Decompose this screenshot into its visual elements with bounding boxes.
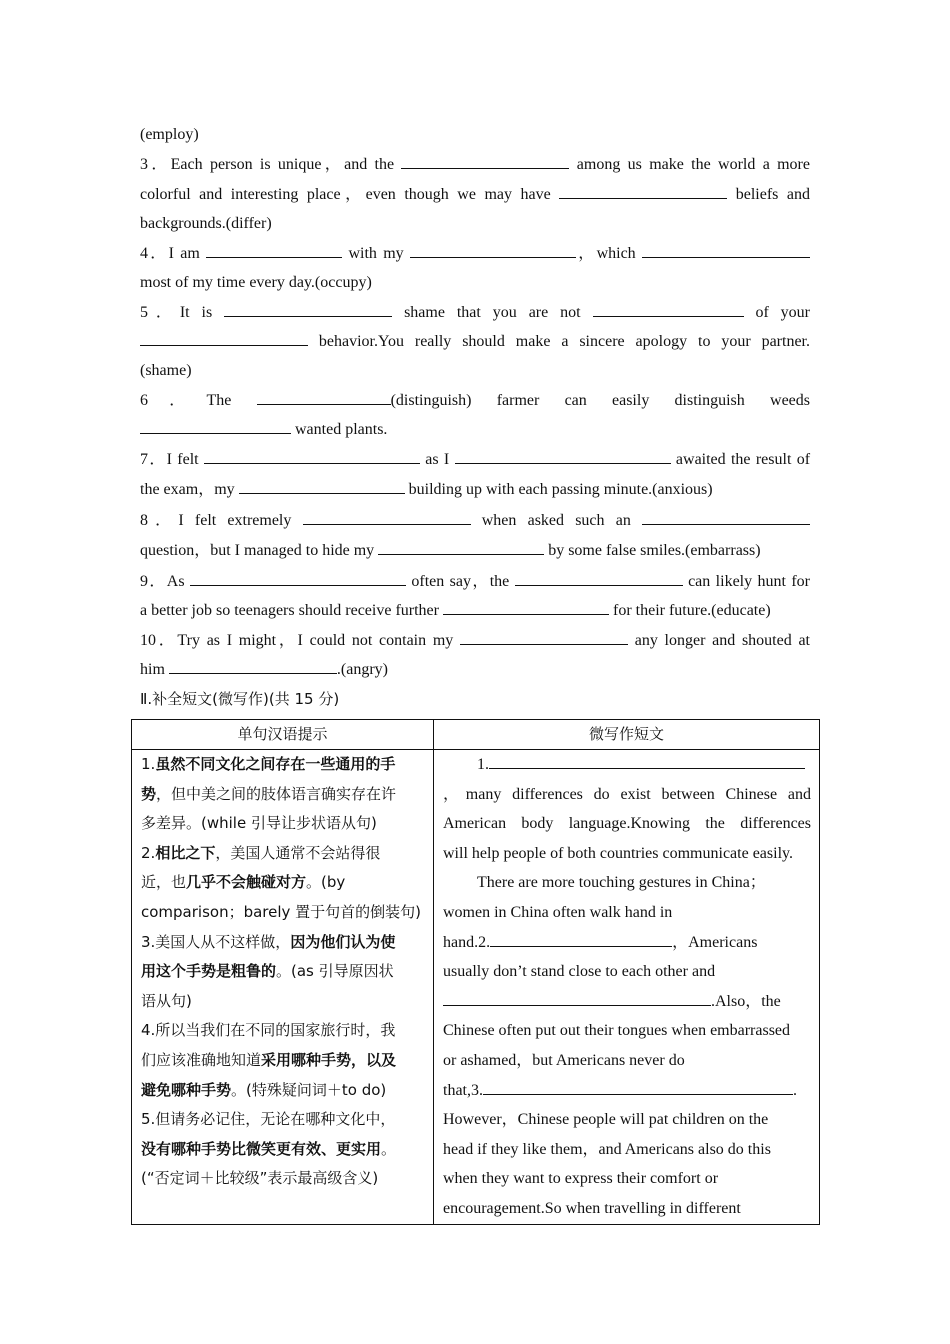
- writing-table: [131, 719, 820, 1225]
- question-3-line-3: backgrounds.(differ): [140, 215, 272, 232]
- answer-blank[interactable]: [224, 302, 392, 317]
- question-9-line-1: 9．As often say，the can likely hunt for: [140, 573, 810, 590]
- essay-blank-2-line: hand.2. ，Americans: [443, 933, 758, 951]
- answer-blank[interactable]: [443, 991, 711, 1006]
- hint-3: 3.美国人从不这样做，因为他们认为使: [141, 932, 396, 951]
- answer-blank[interactable]: [410, 243, 576, 258]
- header-hints: 单句汉语提示: [132, 720, 434, 750]
- question-10-line-2: him .(angry): [140, 661, 388, 678]
- hint-1: 1.虽然不同文化之间存在一些通用的手: [141, 755, 396, 773]
- section-title: Ⅱ.补全短文(微写作)(共 15 分): [140, 690, 340, 708]
- question-10-line-1: 10．Try as I might，I could not contain my any longer and shouted at: [140, 632, 810, 649]
- answer-blank[interactable]: [378, 540, 544, 555]
- answer-blank[interactable]: [515, 571, 683, 586]
- question-7-line-1: 7．I felt as I awaited the result of: [140, 451, 811, 468]
- answer-blank[interactable]: [239, 479, 405, 494]
- hint-5: 5.但请务必记住，无论在哪种文化中，: [141, 1110, 396, 1129]
- essay-blank-3-line: that,3. .: [443, 1081, 797, 1099]
- question-8-line-2: question，but I managed to hide my by some false smiles.(embarrass): [140, 542, 761, 559]
- question-6-line-2: wanted plants.: [140, 415, 810, 445]
- answer-blank[interactable]: [204, 449, 420, 464]
- question-3-line-1: 3．Each person is unique，and the among us make the world a more: [140, 156, 810, 173]
- question-6-line-1: 6．The (distinguish) farmer can easily distinguish weeds: [140, 392, 810, 409]
- answer-blank[interactable]: [460, 630, 628, 645]
- answer-blank[interactable]: [490, 932, 672, 947]
- question-3-line-2: colorful and interesting place，even though we may have beliefs and: [140, 186, 810, 203]
- question-4-line-1: 4．I am with my ，which: [140, 239, 810, 269]
- hint-4: 4.所以当我们在不同的国家旅行时，我: [141, 1021, 396, 1040]
- hints-cell: 1.虽然不同文化之间存在一些通用的手 势，但中美之间的肢体语言确实存在许 多差异。(while 引导让步状语从句) 2.相比之下，美国人通常不会站得很 近，也几乎不会触碰对方。(by comparison；barely 置于句首的倒装句) 3.美国人从不这样做，因为他们认为使 用这个手势是粗鲁的。(as 引导原因状 语从句) 4.所以当我们在不同的国家旅行时，我 们应该准确地知道采用哪种手势，以及 避免哪种手势。(特殊疑问词＋to do) 5.但请务必记住，无论在哪种文化中， 没有哪种手势比微笑更有效、更实用。 (“否定词＋比较级”表示最高级含义): [132, 750, 434, 1225]
- answer-blank[interactable]: [443, 600, 609, 615]
- answer-blank[interactable]: [642, 510, 810, 525]
- essay-blank-1-line: 1.: [443, 750, 811, 780]
- line-employ: (employ): [140, 126, 199, 143]
- answer-blank[interactable]: [483, 1080, 793, 1095]
- answer-blank[interactable]: [303, 510, 471, 525]
- question-8-line-1: 8．I felt extremely when asked such an: [140, 506, 810, 536]
- answer-blank[interactable]: [140, 331, 308, 346]
- question-5-line-1: 5．It is shame that you are not of your: [140, 304, 811, 321]
- hint-2: 2.相比之下，美国人通常不会站得很: [141, 843, 381, 862]
- question-9-line-2: a better job so teenagers should receive further for their future.(educate): [140, 602, 771, 619]
- answer-blank[interactable]: [401, 154, 569, 169]
- answer-blank[interactable]: [140, 419, 291, 434]
- answer-blank[interactable]: [206, 243, 342, 258]
- question-4-line-2: most of my time every day.(occupy): [140, 274, 372, 291]
- answer-blank[interactable]: [455, 449, 671, 464]
- question-5-line-3: (shame): [140, 362, 192, 379]
- answer-blank[interactable]: [190, 571, 406, 586]
- answer-blank[interactable]: [559, 184, 727, 199]
- answer-blank[interactable]: [642, 243, 810, 258]
- answer-blank[interactable]: [257, 390, 391, 405]
- essay-cell: 1. ，many differences do exist between Chinese and American body language.Knowing the differences will help people of both countries communicate easily. There are more touching gestures in China； women in China often walk hand in hand.2. ，Americans usually don’t stand close to each other and .Also，the Chinese often put out their tongues when embarrassed or ashamed，but Americans never do that,3. . However，Chinese people will pat children on the head if they like them，and Americans also do this when they want to express their comfort or encouragement.So when travelling in different: [434, 750, 820, 1225]
- question-7-line-2: the exam，my building up with each passing minute.(anxious): [140, 481, 713, 498]
- question-5-line-2: behavior.You really should make a sincere apology to your partner.: [140, 327, 810, 357]
- answer-blank[interactable]: [593, 302, 744, 317]
- answer-blank[interactable]: [169, 659, 337, 674]
- header-essay: 微写作短文: [434, 720, 820, 750]
- answer-blank[interactable]: [489, 754, 805, 769]
